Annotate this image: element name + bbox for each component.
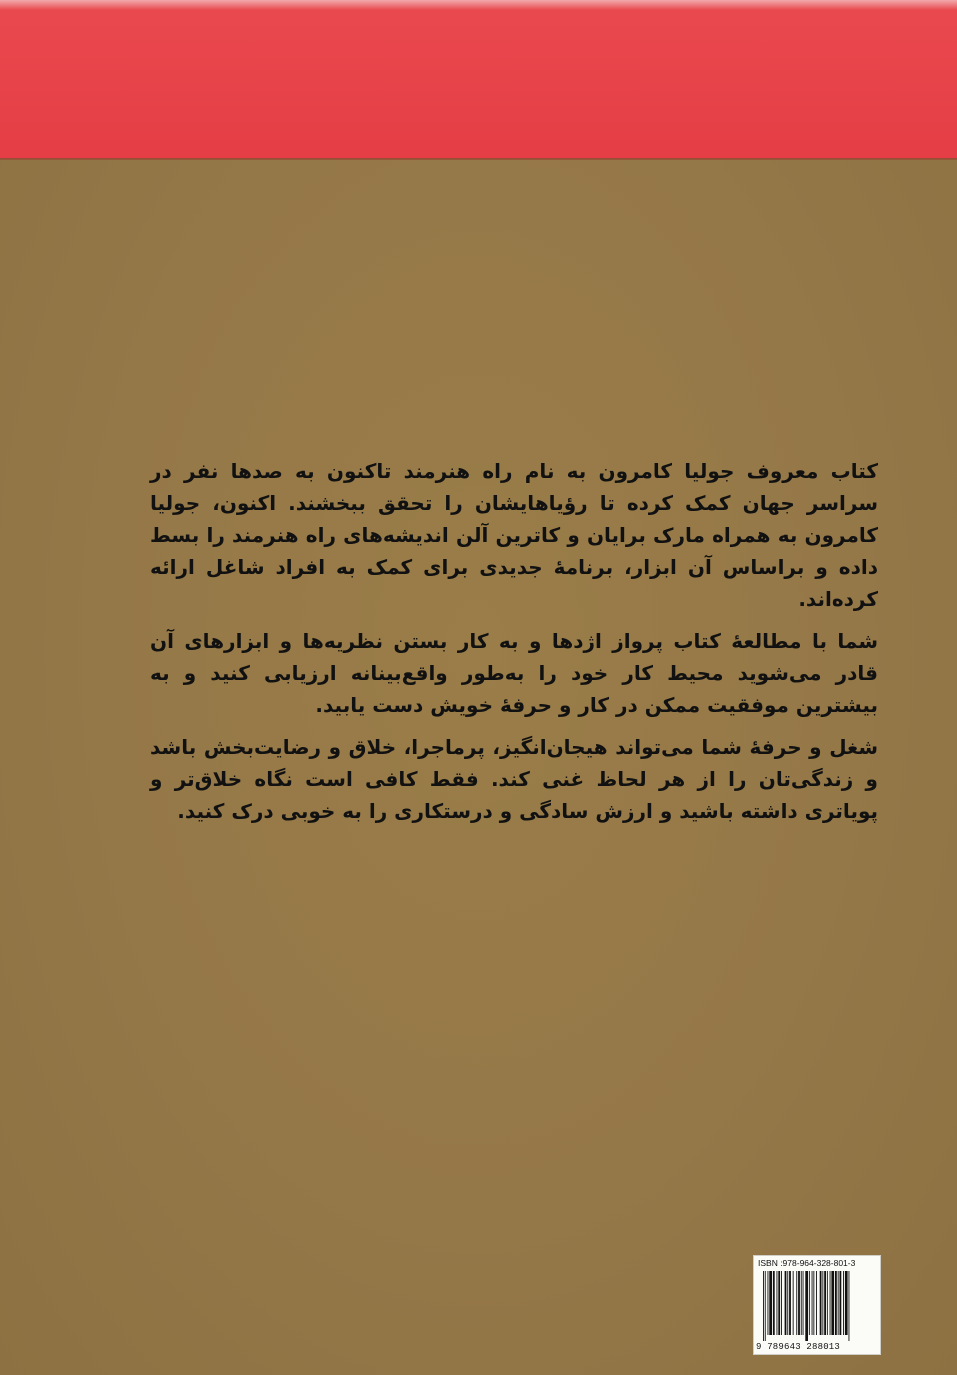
barcode-graphic [763, 1271, 877, 1341]
isbn-text: ISBN :978-964-328-801-3 [758, 1258, 856, 1268]
blurb-paragraph-2: شما با مطالعهٔ کتاب پرواز اژدها و به کار بستن نظریه‌ها و ابزارهای آن قادر می‌شوید محیط کار خود را به‌طور واقع‌بینانه ارزیابی کنید و به بیشترین موفقیت ممکن در کار و حرفهٔ خویش دست یابید. [150, 629, 878, 717]
blurb-paragraph-1: کتاب معروف جولیا کامرون به نام راه هنرمند تاکنون به صدها نفر در سراسر جهان کمک کرده تا رؤیاهایشان را تحقق ببخشند. اکنون، جولیا کامرون به همراه مارک برایان و کاترین آلن اندیشه‌های راه هنرمند را بسط داده و براساس آن ابزار، برنامهٔ جدیدی برای کمک به افراد شاغل ارائه کرده‌اند. [150, 459, 878, 611]
barcode-digits: 9 789643 288013 [756, 1342, 841, 1352]
red-top-band [0, 0, 957, 160]
blurb-paragraph-3: شغل و حرفهٔ شما می‌تواند هیجان‌انگیز، پرماجرا، خلاق و رضایت‌بخش باشد و زندگی‌تان را از هر لحاظ غنی کند. فقط کافی است نگاه خلاق‌تر و پویاتری داشته باشید و ارزش سادگی و درستکاری را به خوبی درک کنید. [150, 735, 878, 823]
back-cover-blurb [150, 455, 878, 837]
isbn-barcode-label [753, 1255, 881, 1355]
